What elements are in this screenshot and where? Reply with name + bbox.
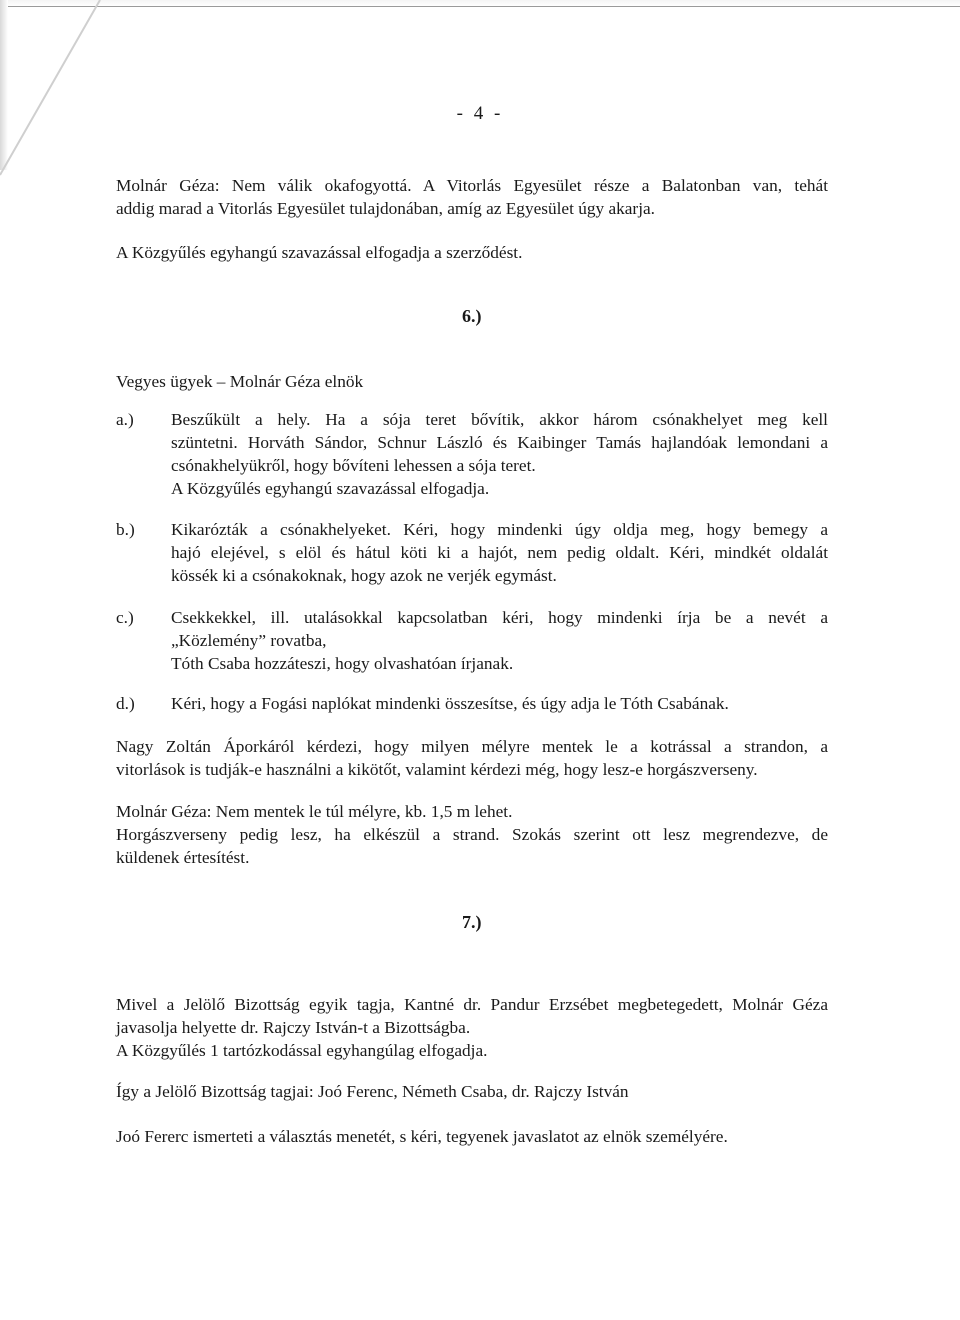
text-line: Mivel a Jelölő Bizottság egyik tagja, Kantné dr. Pandur Erzsébet megbetegedett, Molnár Géza — [116, 995, 828, 1014]
section-6-title — [116, 370, 828, 393]
text-line: A Közgyűlés 1 tartózkodással egyhangúlag elfogadja. — [116, 1041, 488, 1060]
item-body-d — [171, 692, 828, 715]
item-label-a: a.) — [116, 410, 134, 429]
section-6-number: 6.) — [462, 306, 482, 326]
item-body-a — [171, 408, 828, 500]
text-line: javasolja helyette dr. Rajczy István-t a Bizottságba. — [116, 1018, 471, 1037]
text-line: szüntetni. Horváth Sándor, Schnur László és Kaibinger Tamás hajlandóak lemondani a — [171, 433, 828, 452]
text-line: csónakhelyükről, hogy bővíteni lehessen a sója teret. — [171, 456, 536, 475]
text-line: addig marad a Vitorlás Egyesület tulajdonában, amíg az Egyesület úgy akarja. — [116, 199, 655, 218]
item-label-d: d.) — [116, 694, 135, 713]
scan-top-edge — [0, 0, 960, 7]
item-label-b: b.) — [116, 520, 135, 539]
text-line: A Közgyűlés egyhangú szavazással elfogadja. — [171, 479, 490, 498]
text-line: Csekkekkel, ill. utalásokkal kapcsolatban kéri, hogy mindenki írja be a nevét a — [171, 608, 828, 627]
nomination-paragraph — [116, 993, 828, 1062]
item-label-c: c.) — [116, 608, 134, 627]
page-number: - 4 - — [456, 103, 504, 124]
text-line: Kikarózták a csónakhelyeket. Kéri, hogy mindenki úgy oldja meg, hogy bemegy a — [171, 520, 828, 539]
item-body-b — [171, 518, 828, 587]
text-line: küldenek értesítést. — [116, 848, 250, 867]
text-line: „Közlemény” rovatba, — [171, 631, 327, 650]
text-line: Vegyes ügyek – Molnár Géza elnök — [116, 372, 364, 391]
text-line: Nagy Zoltán Áporkáról kérdezi, hogy milyen mélyre mentek le a kotrással a strandon, a — [116, 737, 828, 756]
text-line: Molnár Géza: Nem mentek le túl mélyre, kb. 1,5 m lehet. — [116, 802, 513, 821]
question-paragraph — [116, 735, 828, 781]
text-line: Így a Jelölő Bizottság tagjai: Joó Ferenc, Németh Csaba, dr. Rajczy István — [116, 1082, 629, 1101]
text-line: Horgászverseny pedig lesz, ha elkészül a strand. Szokás szerint ott lesz megrendezve, de — [116, 825, 828, 844]
section-7-number: 7.) — [462, 912, 482, 932]
committee-members-paragraph — [116, 1080, 828, 1103]
resolution-paragraph — [116, 241, 828, 264]
scan-corner-mark — [0, 0, 120, 180]
election-paragraph — [116, 1125, 828, 1148]
text-line: kössék ki a csónakoknak, hogy azok ne verjék egymást. — [171, 566, 557, 585]
text-line: Molnár Géza: Nem válik okafogyottá. A Vitorlás Egyesület része a Balatonban van, tehát — [116, 176, 828, 195]
text-line: Tóth Csaba hozzáteszi, hogy olvashatóan írjanak. — [171, 654, 514, 673]
text-line: A Közgyűlés egyhangú szavazással elfogadja a szerződést. — [116, 243, 523, 262]
text-line: Kéri, hogy a Fogási naplókat mindenki összesítse, és úgy adja le Tóth Csabának. — [171, 694, 729, 713]
text-line: Joó Fererc ismerteti a választás menetét, s kéri, tegyenek javaslatot az elnök személyére. — [116, 1127, 728, 1146]
text-line: Beszűkült a hely. Ha a sója teret bővítik, akkor három csónakhelyet meg kell — [171, 410, 828, 429]
text-line: vitorlások is tudják-e használni a kikötőt, valamint kérdezi még, hogy lesz-e horgászverseny. — [116, 760, 758, 779]
item-body-c — [171, 606, 828, 675]
text-line: hajó elejével, s elöl és hátul köti ki a hajót, nem pedig oldalt. Kéri, mindkét oldalát — [171, 543, 828, 562]
answer-paragraph — [116, 800, 828, 869]
intro-paragraph — [116, 174, 828, 220]
